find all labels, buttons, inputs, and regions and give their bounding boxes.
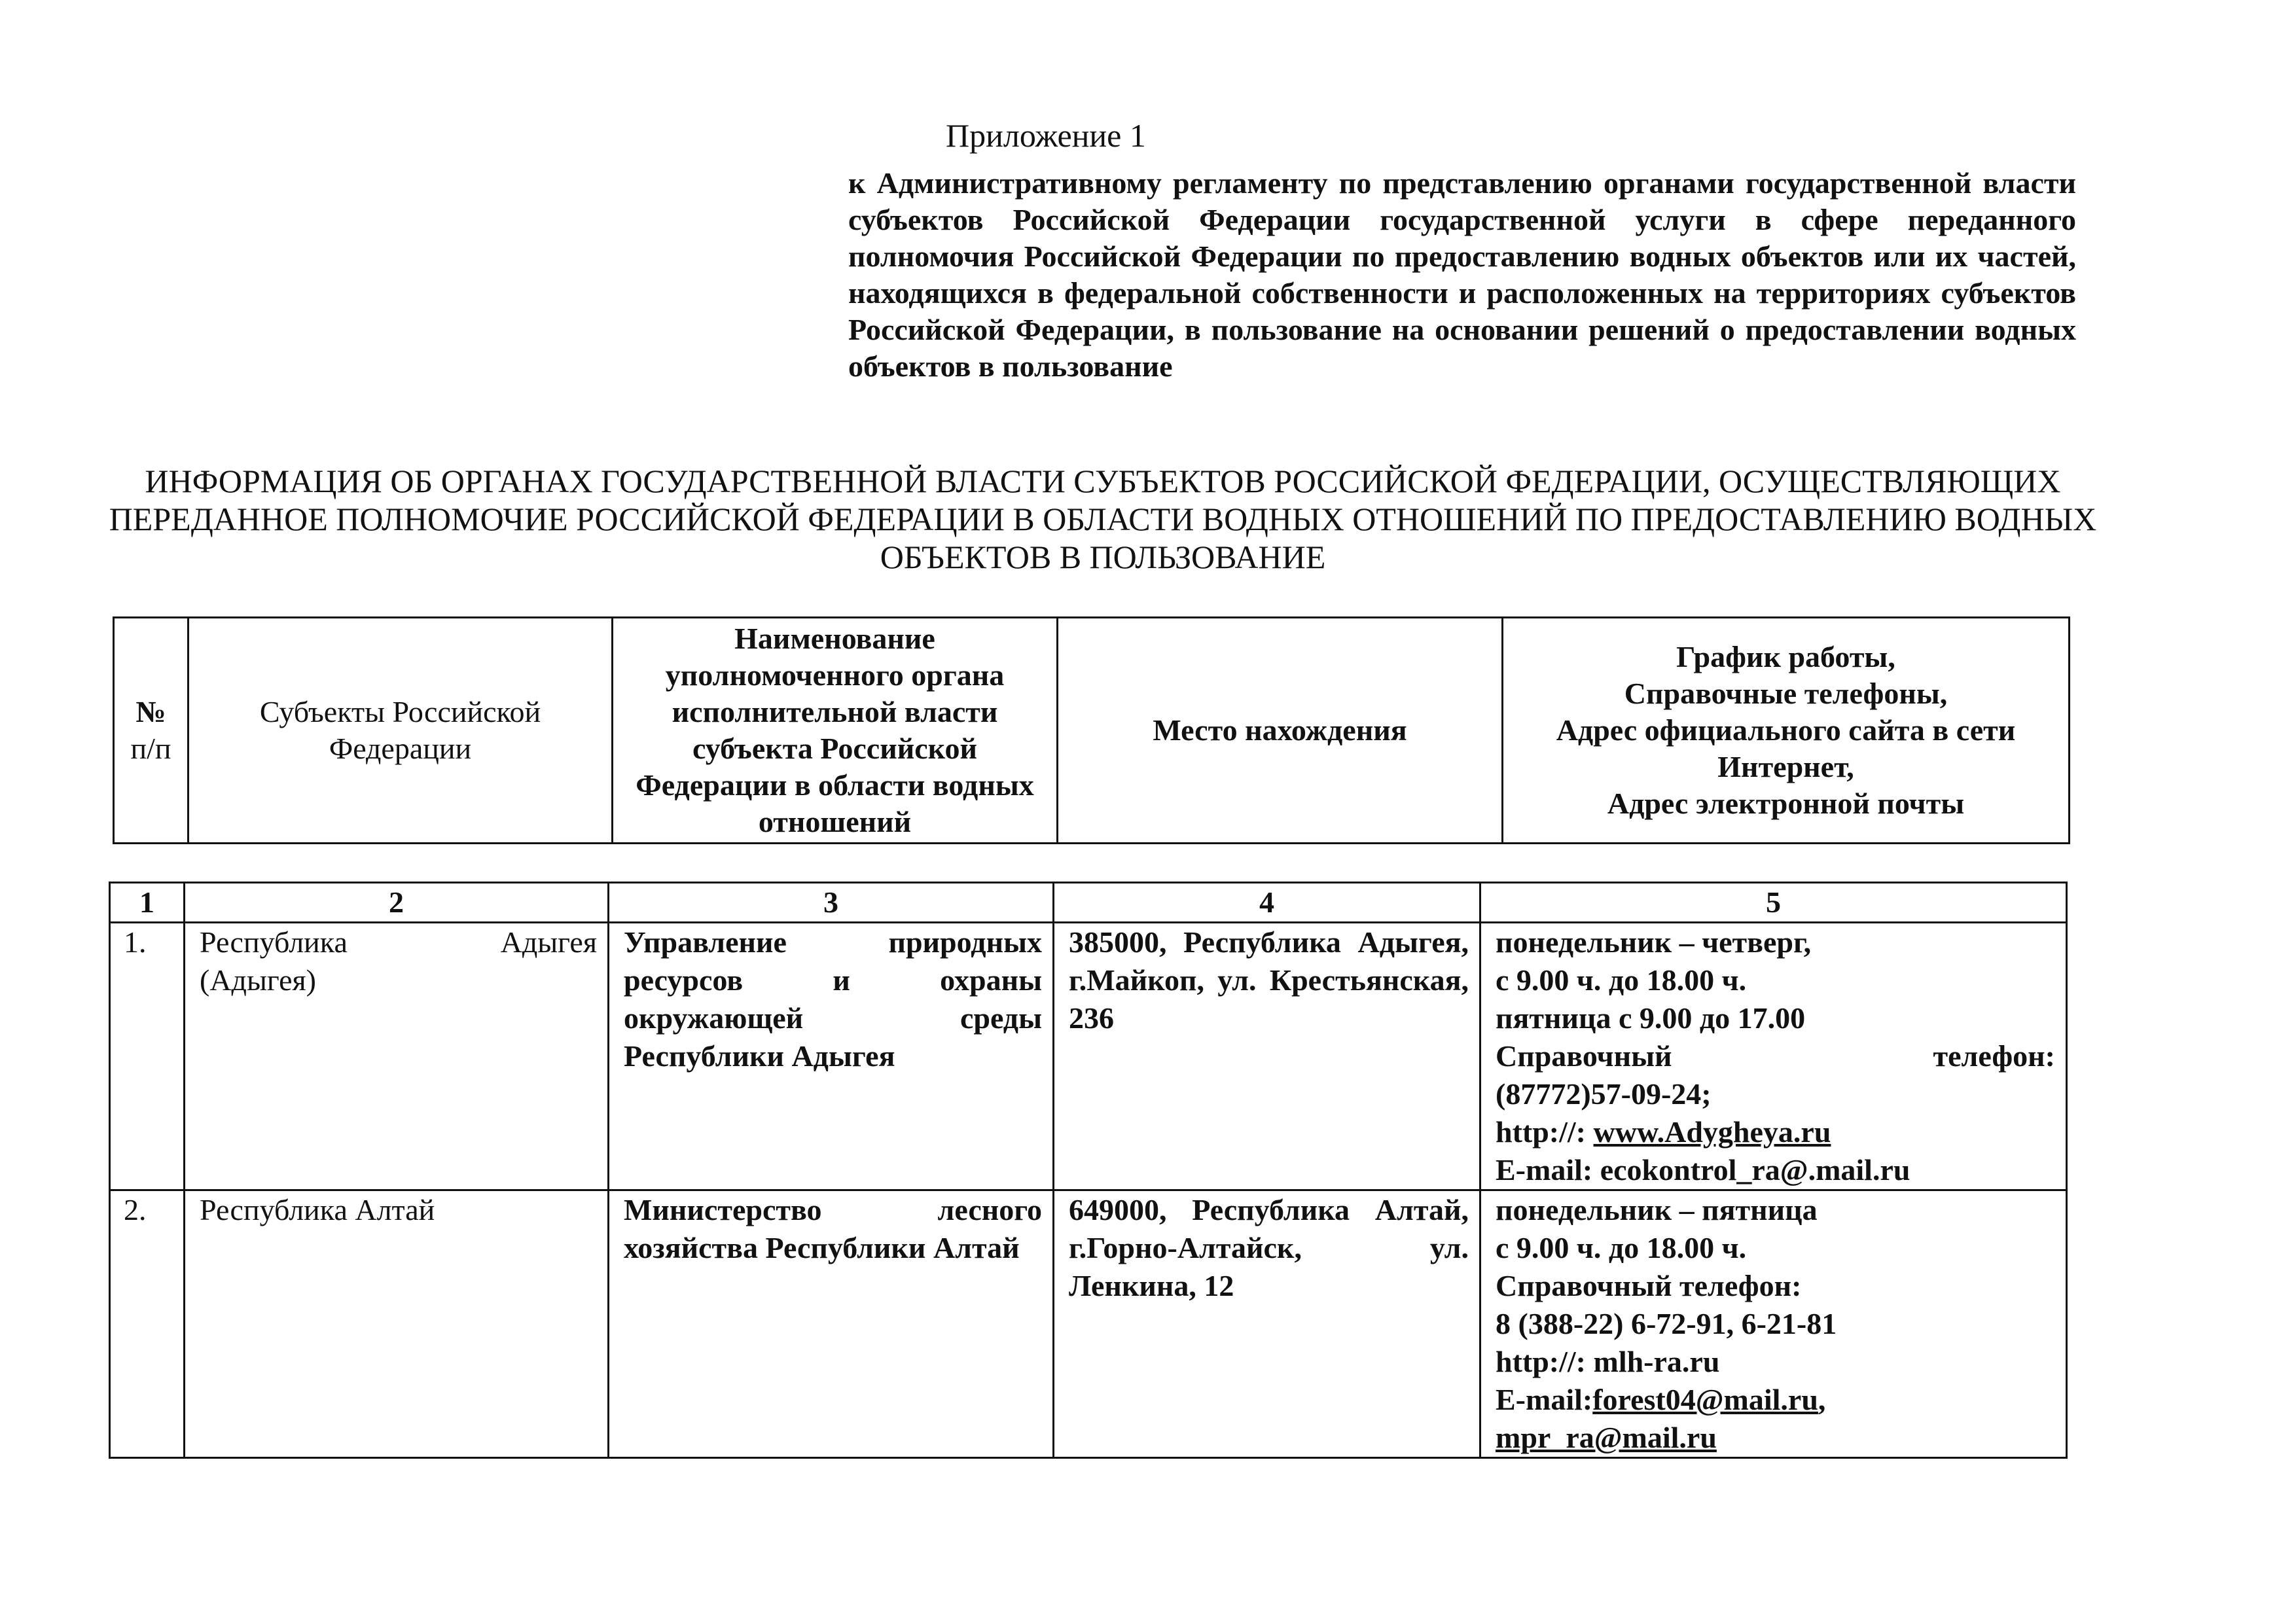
row-contacts	[1480, 1190, 2067, 1458]
row-site: http://: mlh-ra.ru	[1496, 1345, 1720, 1378]
appendix-text: к Административному регламенту по представлению органами государственной власти субъектов Российской Федерации государственной услуги в сфере переданного полномочия Российской Федерации по предоставлению водных объектов или их частей, находящихся в федеральной собственности и расположенных на территориях субъектов Российской Федерации, в пользование на основании решений о предоставлении водных объектов в пользование	[848, 166, 2076, 383]
header-authority-line2: уполномоченного органа	[665, 658, 1005, 692]
row-schedule-line: понедельник – пятница	[1496, 1193, 1818, 1226]
row-email-link[interactable]: forest04@mail.ru	[1592, 1383, 1818, 1416]
row-email-prefix: E-mail:	[1496, 1383, 1593, 1416]
header-subjects-line2: Федерации	[329, 732, 472, 765]
row-schedule-line: с 9.00 ч. до 18.00 ч.	[1496, 1231, 1747, 1264]
column-number: 3	[609, 883, 1054, 923]
row-site-link[interactable]: www.Adygheya.ru	[1593, 1115, 1831, 1149]
header-number-column	[114, 618, 188, 844]
row-location	[1054, 1190, 1480, 1458]
header-location-label: Место нахождения	[1153, 713, 1407, 747]
header-authority-line3: исполнительной власти	[672, 695, 998, 728]
row-authority	[609, 923, 1054, 1190]
row-contacts	[1480, 923, 2067, 1190]
row-phone-label: телефон:	[1933, 1039, 2055, 1073]
header-authority-line1: Наименование	[734, 622, 935, 655]
row-authority	[609, 1190, 1054, 1458]
table-row	[110, 1190, 2067, 1458]
column-number: 4	[1054, 883, 1480, 923]
row-phone-label: Справочный	[1496, 1039, 1672, 1073]
row-phone-label: Справочный телефон:	[1496, 1269, 1802, 1302]
header-schedule-column	[1503, 618, 2070, 844]
header-schedule-line2: Справочные телефоны,	[1624, 677, 1948, 710]
data-table	[109, 882, 2068, 1459]
header-number-sign: №	[135, 695, 166, 728]
row-subject-word: Республика	[200, 925, 348, 959]
row-location-text: 649000, Республика Алтай, г.Горно-Алтайск, ул. Ленкина, 12	[1069, 1193, 1469, 1302]
row-email: E-mail: ecokontrol_ra@.mail.ru	[1496, 1153, 1910, 1186]
row-number: 1.	[110, 923, 185, 1190]
column-number: 2	[185, 883, 609, 923]
row-location	[1054, 923, 1480, 1190]
row-subject	[185, 923, 609, 1190]
row-schedule-line: понедельник – четверг,	[1496, 925, 1812, 959]
row-site	[1496, 1113, 2055, 1151]
header-subjects-line1: Субъекты Российской	[259, 695, 541, 728]
header-authority-line4: субъекта Российской	[692, 732, 978, 765]
row-email-separator: ,	[1818, 1383, 1826, 1416]
header-number-abbr: п/п	[130, 732, 171, 765]
column-number: 1	[110, 883, 185, 923]
header-schedule-line3: Адрес официального сайта в сети	[1556, 713, 2016, 747]
header-authority-line6: отношений	[758, 805, 912, 838]
appendix-title: Приложение 1	[946, 117, 1146, 154]
row-subject-line2: (Адыгея)	[200, 963, 317, 997]
row-number: 2.	[110, 1190, 185, 1458]
row-authority-text: Министерство лесного хозяйства Республики Алтай	[624, 1193, 1042, 1264]
header-schedule-line1: График работы,	[1676, 640, 1895, 673]
document-title: ИНФОРМАЦИЯ ОБ ОРГАНАХ ГОСУДАРСТВЕННОЙ ВЛАСТИ СУБЪЕКТОВ РОССИЙСКОЙ ФЕДЕРАЦИИ, ОСУЩЕСТВЛЯЮЩИХ ПЕРЕДАННОЕ ПОЛНОМОЧИЕ РОССИЙСКОЙ ФЕДЕРАЦИИ В ОБЛАСТИ ВОДНЫХ ОТНОШЕНИЙ ПО ПРЕДОСТАВЛЕНИЮ ВОДНЫХ ОБЪЕКТОВ В ПОЛЬЗОВАНИЕ	[109, 463, 2097, 575]
header-schedule-line5: Адрес электронной почты	[1607, 787, 1965, 820]
row-authority-text: Управление природных ресурсов и охраны окружающей среды Республики Адыгея	[624, 925, 1042, 1073]
column-number: 5	[1480, 883, 2067, 923]
row-schedule-line: пятница с 9.00 до 17.00	[1496, 1001, 1806, 1035]
row-phone: 8 (388-22) 6-72-91, 6-21-81	[1496, 1307, 1837, 1340]
row-email	[1496, 1381, 2055, 1419]
row-email-link[interactable]: mpr_ra@mail.ru	[1496, 1421, 1717, 1454]
row-location-text: 385000, Республика Адыгея, г.Майкоп, ул. Крестьянская, 236	[1069, 925, 1469, 1035]
row-schedule-line: с 9.00 ч. до 18.00 ч.	[1496, 963, 1747, 997]
header-subjects-column	[188, 618, 613, 844]
row-site-prefix: http://:	[1496, 1115, 1586, 1149]
row-subject-word: Адыгея	[500, 925, 597, 959]
row-subject: Республика Алтай	[185, 1190, 609, 1458]
header-table	[113, 616, 2070, 844]
row-phone: (87772)57-09-24;	[1496, 1077, 1712, 1111]
header-authority-column	[613, 618, 1058, 844]
header-authority-line5: Федерации в области водных	[636, 768, 1034, 802]
header-schedule-line4: Интернет,	[1717, 750, 1854, 783]
table-row	[110, 923, 2067, 1190]
header-location-column	[1058, 618, 1503, 844]
column-number-row	[110, 883, 2067, 923]
